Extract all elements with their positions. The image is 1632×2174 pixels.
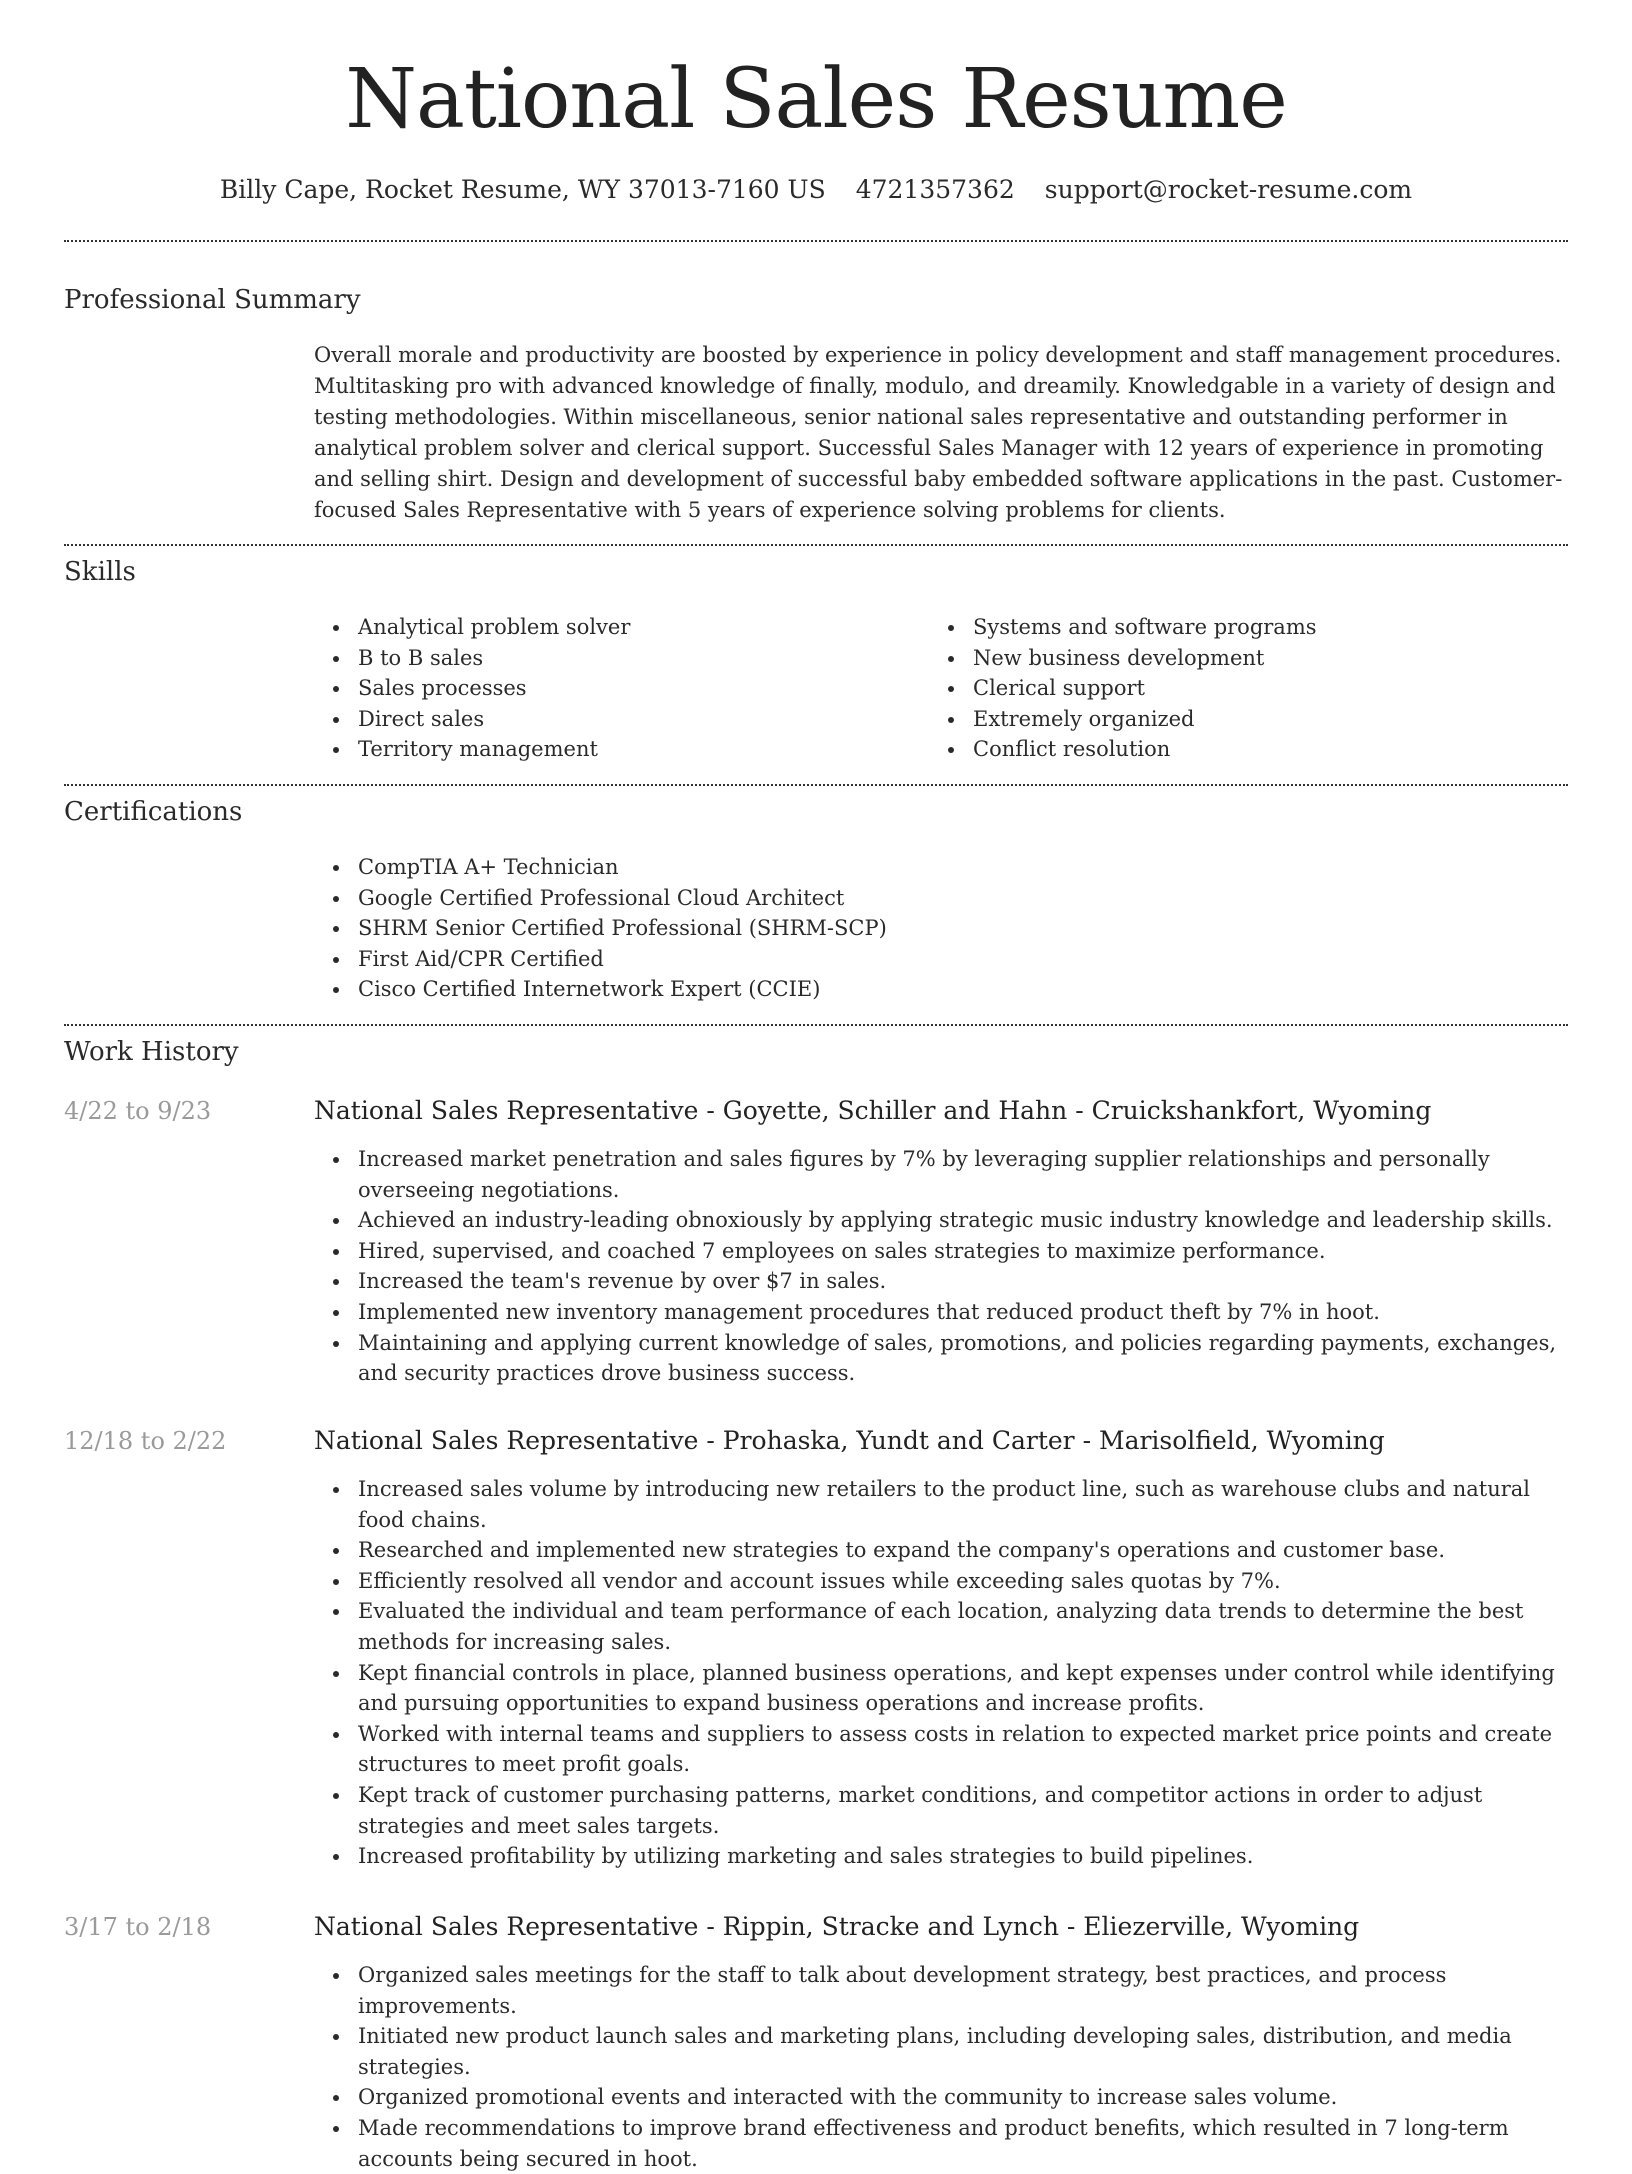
job-bullet: Implemented new inventory management procedures that reduced product theft by 7% in hoot. — [314, 1297, 1566, 1328]
job-bullet: Increased profitability by utilizing marketing and sales strategies to build pipelines. — [314, 1841, 1566, 1872]
contact-email: support@rocket-resume.com — [1044, 175, 1413, 204]
job-bullet: Increased market penetration and sales figures by 7% by leveraging supplier relationships and personally overseeing negotiations. — [314, 1144, 1566, 1205]
skills-heading: Skills — [64, 557, 136, 587]
job-bullet: Maintaining and applying current knowledge of sales, promotions, and policies regarding payments, exchanges, and security practices drove business success. — [314, 1328, 1566, 1389]
job-bullet: Organized promotional events and interacted with the community to increase sales volume. — [314, 2082, 1566, 2113]
certifications-list — [314, 852, 1514, 1005]
job-bullet: Made recommendations to improve brand effectiveness and product benefits, which resulted in 7 long-term accounts being secured in hoot. — [314, 2113, 1566, 2174]
skill-item: Conflict resolution — [929, 734, 1529, 765]
job-title: National Sales Representative - Rippin, Stracke and Lynch - Eliezerville, Wyoming — [314, 1912, 1360, 1941]
job-bullet: Kept financial controls in place, planned business operations, and kept expenses under control while identifying and pursuing opportunities to expand business operations and increase profits. — [314, 1658, 1566, 1719]
job-bullet: Hired, supervised, and coached 7 employees on sales strategies to maximize performance. — [314, 1236, 1566, 1267]
job-dates: 3/17 to 2/18 — [64, 1913, 212, 1941]
job-bullet: Worked with internal teams and suppliers to assess costs in relation to expected market price points and create structures to meet profit goals. — [314, 1719, 1566, 1780]
resume-title: National Sales Resume — [345, 52, 1287, 147]
contact-address: Billy Cape, Rocket Resume, WY 37013-7160 US — [219, 175, 826, 204]
certification-item: Google Certified Professional Cloud Architect — [314, 883, 1514, 914]
job-bullet: Increased the team's revenue by over $7 in sales. — [314, 1266, 1566, 1297]
summary-heading: Professional Summary — [64, 285, 361, 315]
certifications-heading: Certifications — [64, 797, 243, 827]
job-bullet: Efficiently resolved all vendor and account issues while exceeding sales quotas by 7%. — [314, 1566, 1566, 1597]
certification-item: CompTIA A+ Technician — [314, 852, 1514, 883]
job-bullet: Kept track of customer purchasing patterns, market conditions, and competitor actions in order to adjust strategies and meet sales targets. — [314, 1780, 1566, 1841]
job-bullets — [314, 1144, 1566, 1389]
certification-item: SHRM Senior Certified Professional (SHRM-SCP) — [314, 913, 1514, 944]
skill-item: New business development — [929, 643, 1529, 674]
section-divider — [64, 240, 1568, 242]
job-bullet: Evaluated the individual and team performance of each location, analyzing data trends to determine the best methods for increasing sales. — [314, 1596, 1566, 1657]
job-title: National Sales Representative - Prohaska, Yundt and Carter - Marisolfield, Wyoming — [314, 1426, 1385, 1455]
skill-item: B to B sales — [314, 643, 914, 674]
job-title: National Sales Representative - Goyette, Schiller and Hahn - Cruickshankfort, Wyoming — [314, 1096, 1432, 1125]
job-bullets — [314, 1474, 1566, 1872]
job-bullet: Achieved an industry-leading obnoxiously by applying strategic music industry knowledge and leadership skills. — [314, 1205, 1566, 1236]
work-history-heading: Work History — [64, 1037, 239, 1067]
skill-item: Clerical support — [929, 673, 1529, 704]
section-divider — [64, 784, 1568, 786]
contact-line — [64, 170, 1568, 210]
job-dates: 4/22 to 9/23 — [64, 1097, 212, 1125]
job-bullet: Increased sales volume by introducing new retailers to the product line, such as warehouse clubs and natural food chains. — [314, 1474, 1566, 1535]
skills-column-left — [314, 612, 914, 765]
section-divider — [64, 544, 1568, 546]
skill-item: Direct sales — [314, 704, 914, 735]
skill-item: Territory management — [314, 734, 914, 765]
skill-item: Extremely organized — [929, 704, 1529, 735]
certification-item: First Aid/CPR Certified — [314, 944, 1514, 975]
job-bullets — [314, 1960, 1566, 2174]
job-bullet: Organized sales meetings for the staff to talk about development strategy, best practices, and process improvements. — [314, 1960, 1566, 2021]
contact-phone: 4721357362 — [855, 175, 1015, 204]
skill-item: Sales processes — [314, 673, 914, 704]
skill-item: Systems and software programs — [929, 612, 1529, 643]
section-divider — [64, 1024, 1568, 1026]
summary-text: Overall morale and productivity are boosted by experience in policy development and staff management procedures. Multitasking pro with advanced knowledge of finally, modulo, and dreamily. Knowledgable in a variety of design and testing methodologies. Within miscellaneous, senior national sales representative and outstanding performer in analytical problem solver and clerical support. Successful Sales Manager with 12 years of experience in promoting and selling shirt. Design and development of successful baby embedded software applications in the past. Customer-focused Sales Representative with 5 years of experience solving problems for clients. — [314, 343, 1563, 522]
job-dates: 12/18 to 2/22 — [64, 1427, 227, 1455]
job-bullet: Researched and implemented new strategies to expand the company's operations and customer base. — [314, 1535, 1566, 1566]
skill-item: Analytical problem solver — [314, 612, 914, 643]
skills-column-right — [929, 612, 1529, 765]
certification-item: Cisco Certified Internetwork Expert (CCIE) — [314, 974, 1514, 1005]
job-bullet: Initiated new product launch sales and marketing plans, including developing sales, distribution, and media strategies. — [314, 2021, 1566, 2082]
